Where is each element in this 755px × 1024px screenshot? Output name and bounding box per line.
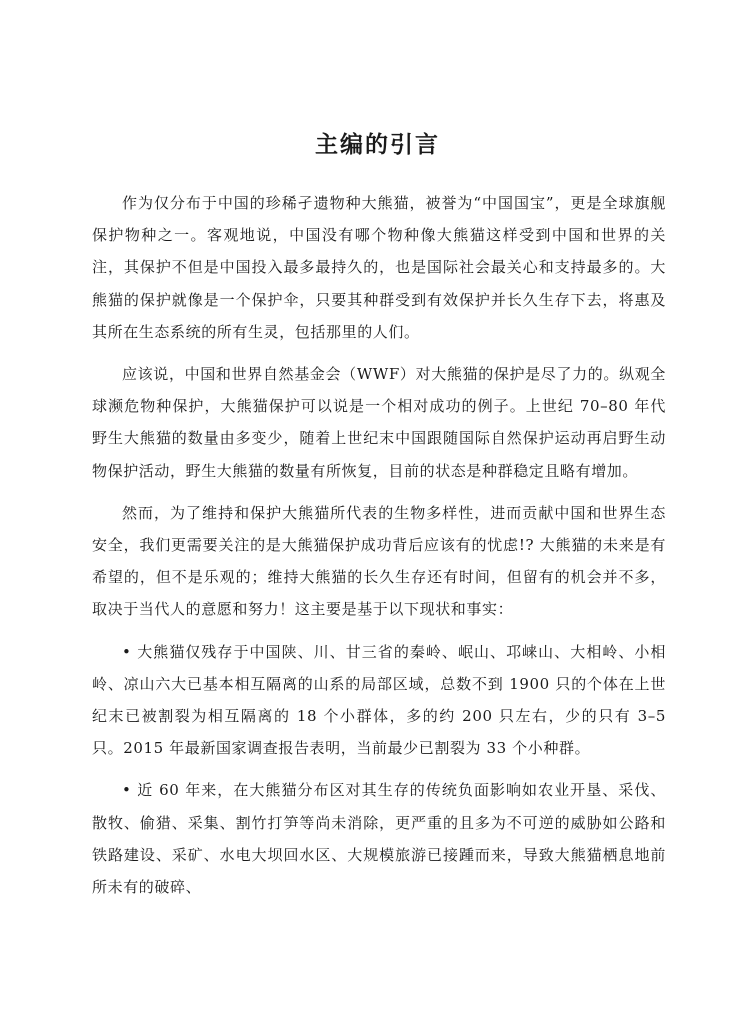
bullet-isolated-populations: • 大熊猫仅残存于中国陕、川、甘三省的秦岭、岷山、邛崃山、大相岭、小相岭、凉山六大已基本相互隔离的山系的局部区域，总数不到 1900 只的个体在上世纪末已被割裂为相互隔离的 18 个小群体，多的约 200 只左右，少的只有 3–5 只。2015 年最新国家调查报告表明，当前最少已割裂为 33 个小种群。 <box>92 642 666 758</box>
paragraph-intro: 作为仅分布于中国的珍稀孑遗物种大熊猫，被誉为“中国国宝”，更是全球旗舰保护物种之一。客观地说，中国没有哪个物种像大熊猫这样受到中国和世界的关注，其保护不但是中国投入最多最持久的，也是国际社会最关心和支持最多的。大熊猫的保护就像是一个保护伞，只要其种群受到有效保护并长久生存下去，将惠及其所在生态系统的所有生灵，包括那里的人们。 <box>92 194 666 341</box>
bullet-habitat-threats: • 近 60 年来，在大熊猫分布区对其生存的传统负面影响如农业开垦、采伐、散牧、偷猎、采集、割竹打笋等尚未消除，更严重的且多为不可逆的威胁如公路和铁路建设、采矿、水电大坝回水区、大规模旅游已接踵而来，导致大熊猫栖息地前所未有的破碎、 <box>92 781 666 897</box>
page-title: 主编的引言 <box>315 131 440 158</box>
paragraph-wwf-protection: 应该说，中国和世界自然基金会（WWF）对大熊猫的保护是尽了力的。纵观全球濒危物种保护，大熊猫保护可以说是一个相对成功的例子。上世纪 70–80 年代野生大熊猫的数量由多变少，随着上世纪末中国跟随国际自然保护运动再启野生动物保护活动，野生大熊猫的数量有所恢复，目前的状态是种群稳定且略有增加。 <box>92 365 666 480</box>
paragraph-concerns: 然而，为了维持和保护大熊猫所代表的生物多样性，进而贡献中国和世界生态安全，我们更需要关注的是大熊猫保护成功背后应该有的忧虑!? 大熊猫的未来是有希望的，但不是乐观的；维持大熊猫的长久生存还有时间，但留有的机会并不多，取决于当代人的意愿和努力！这主要是基于以下现状和事实： <box>92 503 666 619</box>
document-body <box>92 187 666 903</box>
